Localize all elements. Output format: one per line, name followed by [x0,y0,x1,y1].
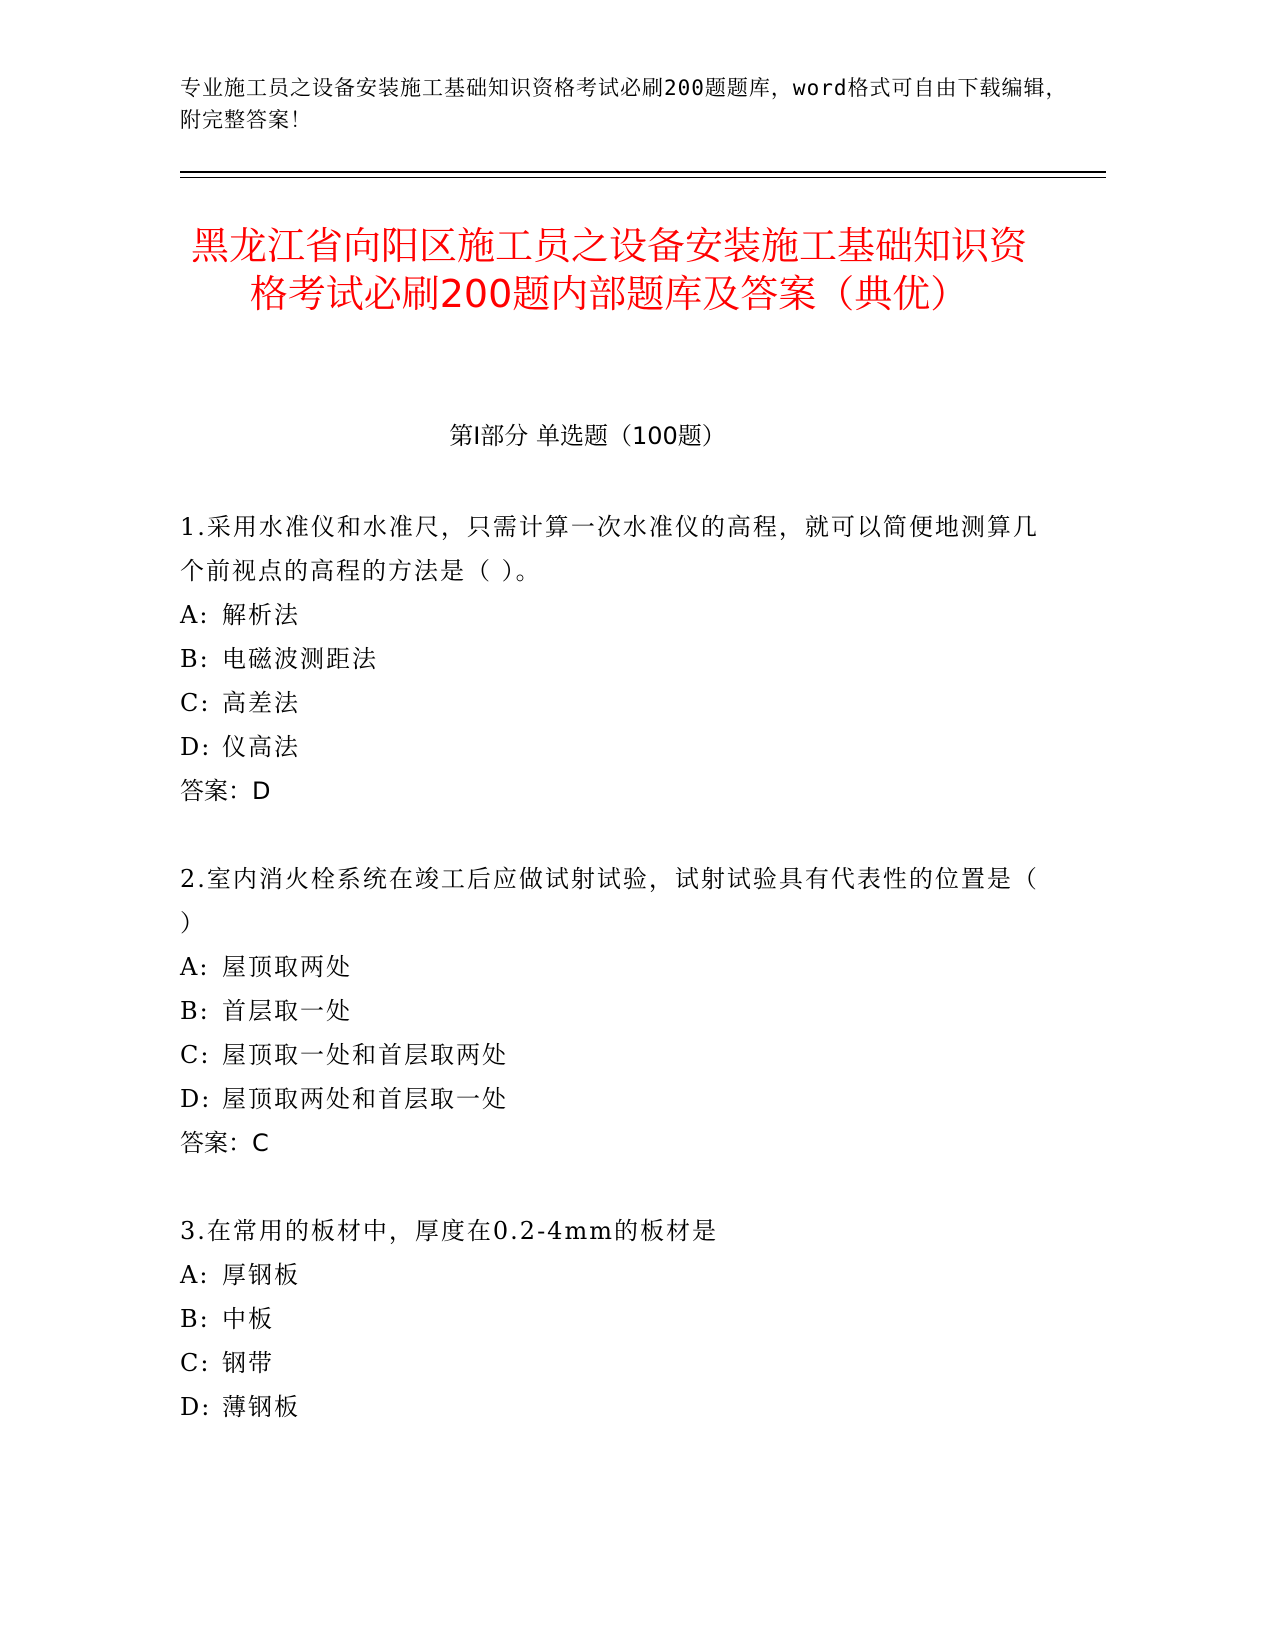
section-title: 第I部分 单选题（100题） [449,422,726,450]
option-text: 屋顶取一处和首层取两处 [222,1041,508,1069]
option-a [180,1253,1040,1297]
option-c [180,1033,1040,1077]
option-text: 中板 [222,1305,274,1333]
question-1 [180,505,1040,813]
option-a [180,593,1040,637]
option-b [180,989,1040,1033]
option-key: B: [180,645,210,673]
question-list [180,505,1040,1473]
document-title: 黑龙江省向阳区施工员之设备安装施工基础知识资格考试必刷200题内部题库及答案（典优） [190,224,1027,316]
option-a [180,945,1040,989]
question-2 [180,857,1040,1165]
question-stem: 2.室内消火栓系统在竣工后应做试射试验，试射试验具有代表性的位置是（ ） [180,865,1039,937]
option-text: 薄钢板 [222,1393,300,1421]
option-key: A: [180,953,210,981]
option-text: 屋顶取两处 [222,953,352,981]
answer-line: 答案：C [180,1129,269,1157]
question-3 [180,1209,1040,1429]
header-divider-thin [180,177,1106,178]
option-text: 解析法 [222,601,300,629]
option-key: C: [180,1041,211,1069]
option-text: 高差法 [222,689,300,717]
option-text: 厚钢板 [222,1261,300,1289]
option-b [180,1297,1040,1341]
option-text: 仪高法 [222,733,300,761]
option-d [180,1385,1040,1429]
option-key: D: [180,733,212,761]
option-key: A: [180,1261,210,1289]
option-key: A: [180,601,210,629]
option-d [180,725,1040,769]
option-c [180,681,1040,725]
option-d [180,1077,1040,1121]
option-text: 屋顶取两处和首层取一处 [222,1085,508,1113]
header-note: 专业施工员之设备安装施工基础知识资格考试必刷200题题库，word格式可自由下载编辑，附完整答案！ [180,76,1068,132]
header-divider-thick [180,171,1106,173]
option-key: D: [180,1393,212,1421]
option-key: D: [180,1085,212,1113]
answer-line: 答案：D [180,777,271,805]
option-c [180,1341,1040,1385]
option-text: 首层取一处 [222,997,352,1025]
question-stem: 1.采用水准仪和水准尺，只需计算一次水准仪的高程，就可以简便地测算几个前视点的高程的方法是（ ）。 [180,513,1039,585]
option-text: 电磁波测距法 [222,645,378,673]
option-b [180,637,1040,681]
option-key: C: [180,1349,211,1377]
question-stem: 3.在常用的板材中，厚度在0.2-4mm的板材是 [180,1217,718,1245]
option-key: C: [180,689,211,717]
option-key: B: [180,997,210,1025]
option-key: B: [180,1305,210,1333]
option-text: 钢带 [222,1349,274,1377]
